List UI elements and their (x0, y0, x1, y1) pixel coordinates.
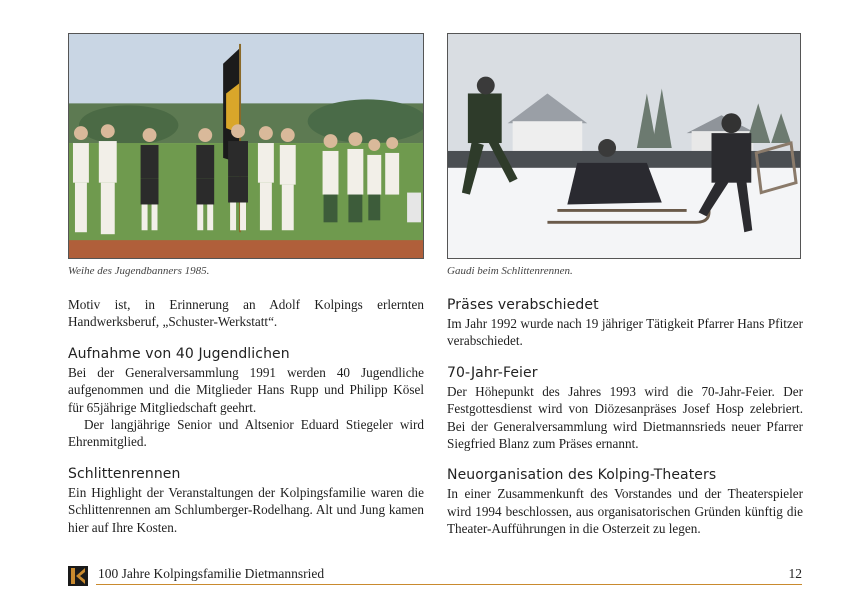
paragraph-theater: In einer Zusammenkunft des Vorstandes und der Theaterspieler wird 1994 beschlossen, aus organisatorischen Gründen künftig die Theater-Aufführungen in die Osterzeit zu legen. (447, 486, 803, 537)
photo-caption-left: Weihe des Jugendbanners 1985. (68, 265, 210, 277)
photo-sled-race (447, 33, 801, 259)
footer-divider (96, 584, 802, 585)
photo-sled-image (448, 34, 800, 258)
heading-aufnahme: Aufnahme von 40 Jugendlichen (68, 345, 290, 362)
paragraph-70-jahr-feier: Der Höhepunkt des Jahres 1993 wird die 70-Jahr-Feier. Der Festgottesdienst wird von Diözesanpräses Josef Hosp zelebriert. Bei der Generalversammlung wird Dietmannsrieds neuer Pfarrer Siegfried Blanz zum Präses ernannt. (447, 383, 803, 452)
page-number: 12 (788, 566, 802, 581)
left-text-column (68, 296, 424, 536)
photo-banner-image (69, 34, 423, 258)
paragraph-schlittenrennen: Ein Highlight der Veranstaltungen der Kolpingsfamilie waren die Schlittenrennen am Schlumberger-Rodelhang. Alt und Jung kamen hier auf Ihre Kosten. (68, 484, 424, 535)
kolping-logo-icon (68, 566, 88, 586)
paragraph-aufnahme-2: Der langjährige Senior und Altsenior Eduard Stiegeler wird Ehrenmitglied. (68, 417, 424, 450)
heading-praeses: Präses verabschiedet (447, 297, 599, 313)
heading-theater: Neuorganisation des Kolping-Theaters (447, 467, 717, 484)
paragraph-aufnahme-1: Bei der Generalversammlung 1991 werden 40 Jugendliche aufgenommen und die Mitglieder Hans Rupp und Philipp Kösel für 65jährige Mitgliedschaft geehrt. (68, 364, 424, 415)
intro-paragraph: Motiv ist, in Erinnerung an Adolf Kolpings erlernten Handwerksberuf, „Schuster-Werkstatt“. (68, 297, 424, 330)
heading-schlittenrennen: Schlittenrennen (68, 465, 181, 482)
right-text-column (447, 296, 803, 538)
heading-70-jahr-feier: 70-Jahr-Feier (447, 364, 538, 381)
photo-caption-right: Gaudi beim Schlittenrennen. (447, 265, 573, 277)
footer-title: 100 Jahre Kolpingsfamilie Dietmannsried (98, 566, 325, 581)
photo-banner-consecration (68, 33, 424, 259)
paragraph-praeses: Im Jahr 1992 wurde nach 19 jähriger Tätigkeit Pfarrer Hans Pfitzer verabschiedet. (447, 316, 803, 349)
